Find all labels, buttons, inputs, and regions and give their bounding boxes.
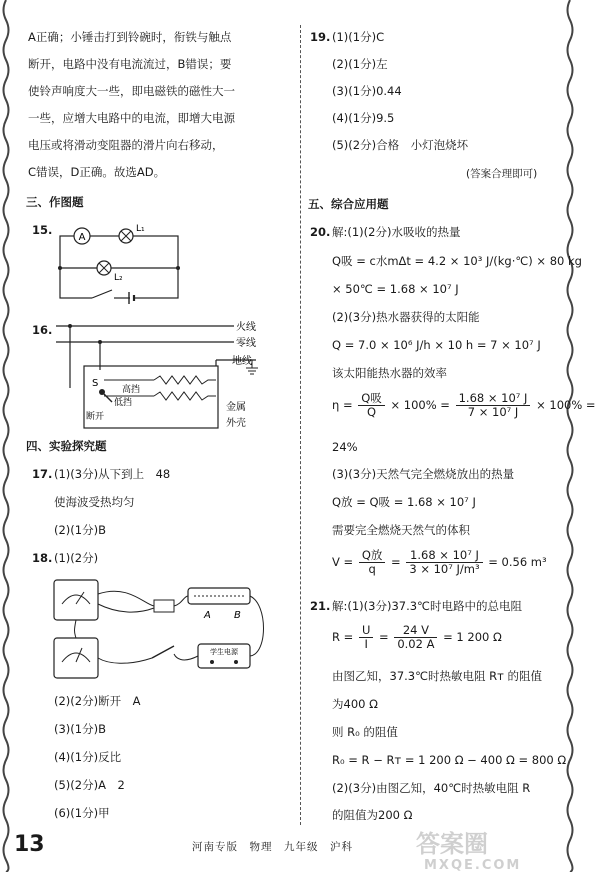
power-supply-label: 学生电源 bbox=[210, 648, 238, 656]
answer-line: 为400 Ω bbox=[332, 697, 378, 711]
answer-line: 需要完全燃烧天然气的体积 bbox=[332, 523, 470, 537]
denominator: q bbox=[368, 562, 376, 576]
right-border-decoration bbox=[564, 0, 576, 872]
numerator: 24 V bbox=[394, 624, 437, 638]
answer-line: (2)(1分)B bbox=[54, 523, 106, 537]
formula-text: × 100% = bbox=[390, 398, 450, 412]
answer-line: (3)(1分)B bbox=[54, 722, 106, 736]
watermark-url: MXQE.COM bbox=[424, 858, 522, 872]
question-number-21: 21. bbox=[310, 599, 331, 613]
numerator: 1.68 × 10⁷ J bbox=[456, 392, 531, 406]
answer-note: (答案合理即可) bbox=[466, 168, 538, 180]
footer-edition-text: 河南专版 物理 九年级 沪科 bbox=[192, 841, 353, 853]
section-heading-application: 五、综合应用题 bbox=[308, 197, 389, 211]
answer-line: (6)(1分)甲 bbox=[54, 806, 110, 820]
answer-paragraph-line: C错误，D正确。故选AD。 bbox=[28, 165, 166, 179]
answer-line: (1)(2分) bbox=[54, 551, 99, 565]
shell-label: 外壳 bbox=[226, 418, 246, 429]
answer-line: 则 R₀ 的阻值 bbox=[332, 725, 398, 739]
formula-text: = bbox=[379, 630, 389, 644]
answer-line: (2)(1分)左 bbox=[332, 57, 388, 71]
ammeter-label: A bbox=[78, 232, 86, 243]
answer-line: (5)(2分)A 2 bbox=[54, 778, 125, 792]
question-number-16: 16. bbox=[32, 323, 53, 337]
left-border-decoration bbox=[0, 0, 12, 872]
answer-line: (5)(2分)合格 小灯泡烧坏 bbox=[332, 138, 469, 152]
denominator: 0.02 A bbox=[397, 637, 435, 651]
fraction bbox=[359, 624, 373, 651]
denominator: 3 × 10⁷ J/m³ bbox=[409, 562, 480, 576]
ammeter-symbol bbox=[54, 638, 98, 678]
column-divider bbox=[300, 25, 301, 825]
formula-line: Q = 7.0 × 10⁶ J/h × 10 h = 7 × 10⁷ J bbox=[332, 338, 541, 352]
answer-line: (4)(1分)9.5 bbox=[332, 111, 395, 125]
switch-s-label: S bbox=[92, 378, 99, 389]
answer-paragraph-line: 使铃声响度大一些，即电磁铁的磁性大一 bbox=[28, 84, 235, 98]
voltmeter-symbol bbox=[54, 580, 98, 620]
denominator: Q bbox=[367, 405, 377, 419]
formula-text: = 0.56 m³ bbox=[488, 555, 547, 569]
formula-text: = 1 200 Ω bbox=[443, 630, 502, 644]
fraction bbox=[359, 549, 386, 576]
formula-text: × 100% = bbox=[536, 398, 596, 412]
numerator: Q吸 bbox=[358, 392, 385, 406]
high-gear-label: 高挡 bbox=[122, 385, 141, 395]
question-number-17: 17. bbox=[32, 467, 53, 481]
metal-label: 金属 bbox=[226, 402, 246, 413]
resistor-symbol bbox=[154, 600, 174, 612]
numerator: Q放 bbox=[359, 549, 386, 563]
denominator: 7 × 10⁷ J bbox=[467, 405, 519, 419]
answer-line: 的阻值为200 Ω bbox=[332, 808, 413, 822]
lamp-l1-label: L₁ bbox=[136, 224, 145, 234]
answer-paragraph-line: 断开，电路中没有电流流过，B错误；要 bbox=[28, 57, 232, 71]
page-footer bbox=[0, 826, 576, 872]
lamp-l2-label: L₂ bbox=[114, 273, 123, 283]
circuit-wiring-diagram-18 bbox=[48, 574, 278, 686]
formula-text: R = bbox=[332, 630, 354, 644]
fraction bbox=[456, 392, 531, 419]
formula-line: 24% bbox=[332, 440, 358, 454]
ground-wire-label: 地线 bbox=[232, 356, 252, 367]
switch-symbol bbox=[152, 646, 174, 658]
numerator: U bbox=[359, 624, 373, 638]
fraction bbox=[394, 624, 437, 651]
answer-line: (4)(1分)反比 bbox=[54, 750, 122, 764]
answer-line: 解:(1)(3分)37.3℃时电路中的总电阻 bbox=[332, 599, 522, 613]
resistance-formula bbox=[332, 624, 502, 651]
volume-formula bbox=[332, 549, 547, 576]
answer-line: (3)(3分)天然气完全燃烧放出的热量 bbox=[332, 467, 515, 481]
question-number-18: 18. bbox=[32, 551, 53, 565]
formula-line: Q吸 = c水mΔt = 4.2 × 10³ J/(kg·℃) × 80 kg bbox=[332, 254, 582, 268]
formula-text: V = bbox=[332, 555, 354, 569]
question-number-20: 20. bbox=[310, 225, 331, 239]
watermark-logo bbox=[410, 826, 570, 872]
watermark-text: 答案圈 bbox=[416, 830, 488, 858]
answer-paragraph-line: A正确；小锤击打到铃碗时，衔铁与触点 bbox=[28, 30, 232, 44]
terminal-a-label: A bbox=[204, 610, 211, 621]
answer-line: (3)(1分)0.44 bbox=[332, 84, 402, 98]
formula-text: η = bbox=[332, 398, 353, 412]
answer-line: 解:(1)(2分)水吸收的热量 bbox=[332, 225, 461, 239]
answer-line: (2)(2分)断开 A bbox=[54, 694, 141, 708]
question-number-19: 19. bbox=[310, 30, 331, 44]
formula-line: R₀ = R − Rт = 1 200 Ω − 400 Ω = 800 Ω bbox=[332, 753, 567, 767]
page-number: 13 bbox=[14, 832, 45, 857]
neutral-wire-label: 零线 bbox=[236, 338, 256, 349]
household-circuit-diagram-16 bbox=[56, 314, 290, 434]
answer-paragraph-line: 电压或将滑动变阻器的滑片向右移动， bbox=[28, 138, 224, 152]
terminal-b-label: B bbox=[234, 610, 241, 621]
answer-line: (1)(1分)C bbox=[332, 30, 385, 44]
section-heading-drawing: 三、作图题 bbox=[26, 195, 84, 209]
answer-paragraph-line: 一些，应增大电路中的电流，即增大电源 bbox=[28, 111, 235, 125]
live-wire-label: 火线 bbox=[236, 322, 256, 333]
formula-text: = bbox=[391, 555, 401, 569]
formula-line: × 50℃ = 1.68 × 10⁷ J bbox=[332, 282, 459, 296]
answer-line: 该太阳能热水器的效率 bbox=[332, 366, 447, 380]
answer-line: 由图乙知，37.3℃时热敏电阻 Rт 的阻值 bbox=[332, 669, 543, 683]
answer-line: (2)(3分)由图乙知，40℃时热敏电阻 R bbox=[332, 781, 531, 795]
answer-line: (1)(3分)从下到上 48 bbox=[54, 467, 171, 481]
efficiency-formula bbox=[332, 392, 596, 419]
formula-line: Q放 = Q吸 = 1.68 × 10⁷ J bbox=[332, 495, 476, 509]
off-position-label: 断开 bbox=[86, 412, 105, 422]
section-heading-experiment: 四、实验探究题 bbox=[26, 439, 107, 453]
answer-line: (2)(3分)热水器获得的太阳能 bbox=[332, 310, 480, 324]
circuit-diagram-15 bbox=[56, 222, 186, 304]
question-number-15: 15. bbox=[32, 223, 53, 237]
answer-line: 使海波受热均匀 bbox=[54, 495, 135, 509]
low-gear-label: 低挡 bbox=[114, 398, 133, 408]
fraction bbox=[406, 549, 482, 576]
denominator: I bbox=[364, 637, 368, 651]
fraction bbox=[358, 392, 385, 419]
numerator: 1.68 × 10⁷ J bbox=[406, 549, 482, 563]
